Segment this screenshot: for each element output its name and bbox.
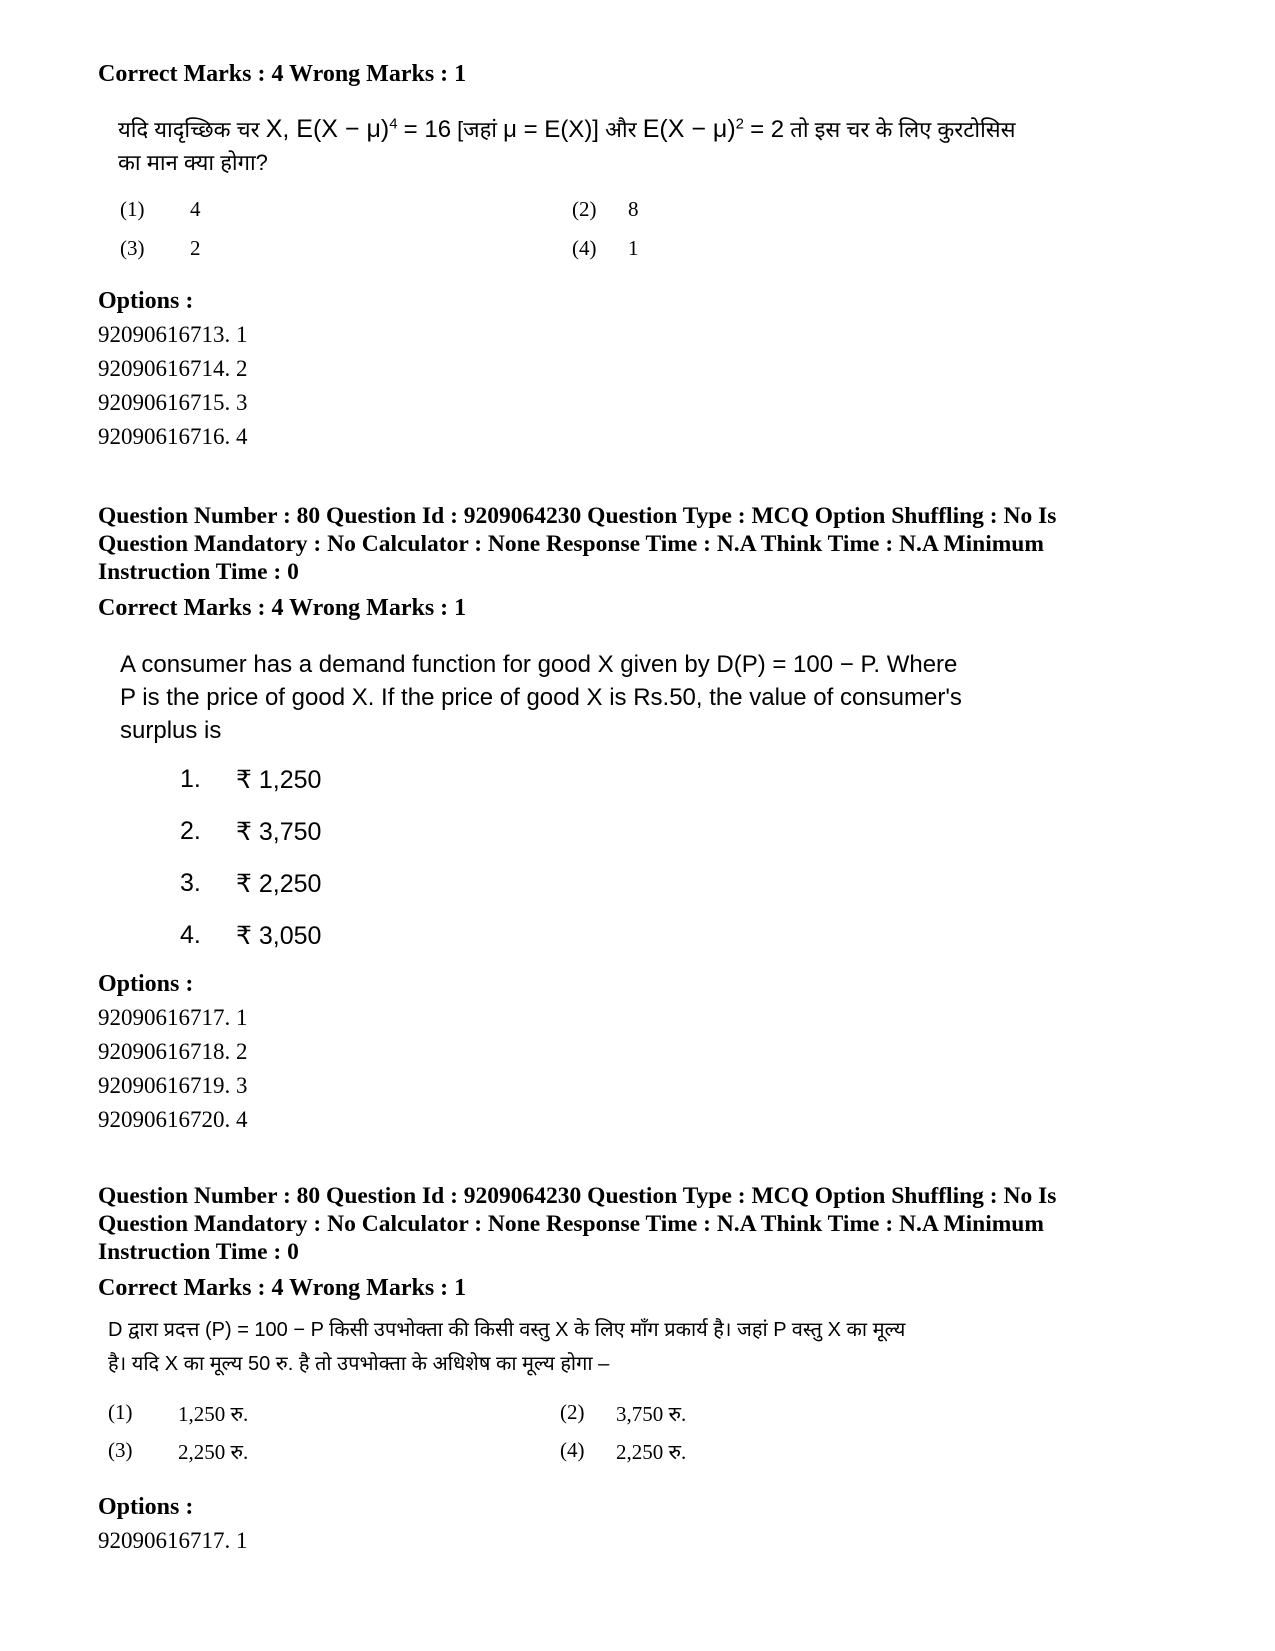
question-text: A consumer has a demand function for good X given by D(P) = 100 − P. Where P is the price of good X. If the price of good X is Rs.50, the value of consumer's surplus is <box>120 651 962 744</box>
options-label: Options : <box>98 971 194 997</box>
choice-number: (2) <box>560 1400 585 1424</box>
choice-value: 4 <box>190 197 201 221</box>
option-item: 92090616719. 3 <box>98 1073 248 1098</box>
marks-line: Correct Marks : 4 Wrong Marks : 1 <box>98 61 467 87</box>
choice-value: 2 <box>190 236 201 260</box>
choice-value: 1,250 रु. <box>178 1402 249 1426</box>
choice-number: (4) <box>572 236 597 260</box>
question-text-line2: का मान क्या होगा? <box>118 150 268 175</box>
marks-line: Correct Marks : 4 Wrong Marks : 1 <box>98 1275 467 1301</box>
choice-number: 4. <box>180 921 201 949</box>
choice-number: (1) <box>108 1400 133 1424</box>
choice-number: (2) <box>572 197 597 221</box>
question-meta: Question Number : 80 Question Id : 9209064230 Question Type : MCQ Option Shuffling : No Is Question Mandatory : No Calculator : None Response Time : N.A Think Time : N.A Minimum Instruction Time : 0 <box>98 503 1057 585</box>
option-item: 92090616714. 2 <box>98 356 248 381</box>
options-label: Options : <box>98 1494 194 1520</box>
choice-number: (3) <box>120 236 145 260</box>
question-text: D द्वारा प्रदत्त (P) = 100 − P किसी उपभोक्ता की किसी वस्तु X के लिए माँग प्रकार्य है। जहां P वस्तु X का मूल्य है। यदि X का मूल्य 50 रु. है तो उपभोक्ता के अधिशेष का मूल्य होगा – <box>108 1319 906 1375</box>
choice-value: 8 <box>628 197 639 221</box>
option-item: 92090616718. 2 <box>98 1039 248 1064</box>
options-label: Options : <box>98 288 194 314</box>
choice-number: (1) <box>120 197 145 221</box>
option-item: 92090616715. 3 <box>98 390 248 415</box>
options-list <box>98 318 248 454</box>
choice-value: ₹ 3,750 <box>236 818 322 846</box>
choice-number: 3. <box>180 869 201 897</box>
choice-number: 2. <box>180 817 201 845</box>
question-meta: Question Number : 80 Question Id : 9209064230 Question Type : MCQ Option Shuffling : No Is Question Mandatory : No Calculator : None Response Time : N.A Think Time : N.A Minimum Instruction Time : 0 <box>98 1183 1057 1265</box>
choice-number: (3) <box>108 1438 133 1462</box>
options-list <box>98 1524 248 1558</box>
choice-number: 1. <box>180 765 201 793</box>
question-text: यदि यादृच्छिक चर X, $E(X - \mu)^4 = 16$ [जहां μ = E(X)] और $E(X - \mu)^2 = 2$ तो इस चर के लिए कुरटोसिस <box>118 115 1016 143</box>
marks-line: Correct Marks : 4 Wrong Marks : 1 <box>98 595 467 621</box>
choice-value: ₹ 1,250 <box>236 766 322 794</box>
options-list <box>98 1001 248 1137</box>
choice-value: 3,750 रु. <box>616 1402 687 1426</box>
option-item: 92090616717. 1 <box>98 1005 248 1030</box>
choice-value: 1 <box>628 236 639 260</box>
option-item: 92090616713. 1 <box>98 322 248 347</box>
choice-number: (4) <box>560 1438 585 1462</box>
option-item: 92090616716. 4 <box>98 424 248 449</box>
option-item: 92090616717. 1 <box>98 1528 248 1553</box>
option-item: 92090616720. 4 <box>98 1107 248 1132</box>
choice-value: ₹ 3,050 <box>236 922 322 950</box>
choice-value: ₹ 2,250 <box>236 870 322 898</box>
choice-value: 2,250 रु. <box>616 1440 687 1464</box>
choice-value: 2,250 रु. <box>178 1440 249 1464</box>
